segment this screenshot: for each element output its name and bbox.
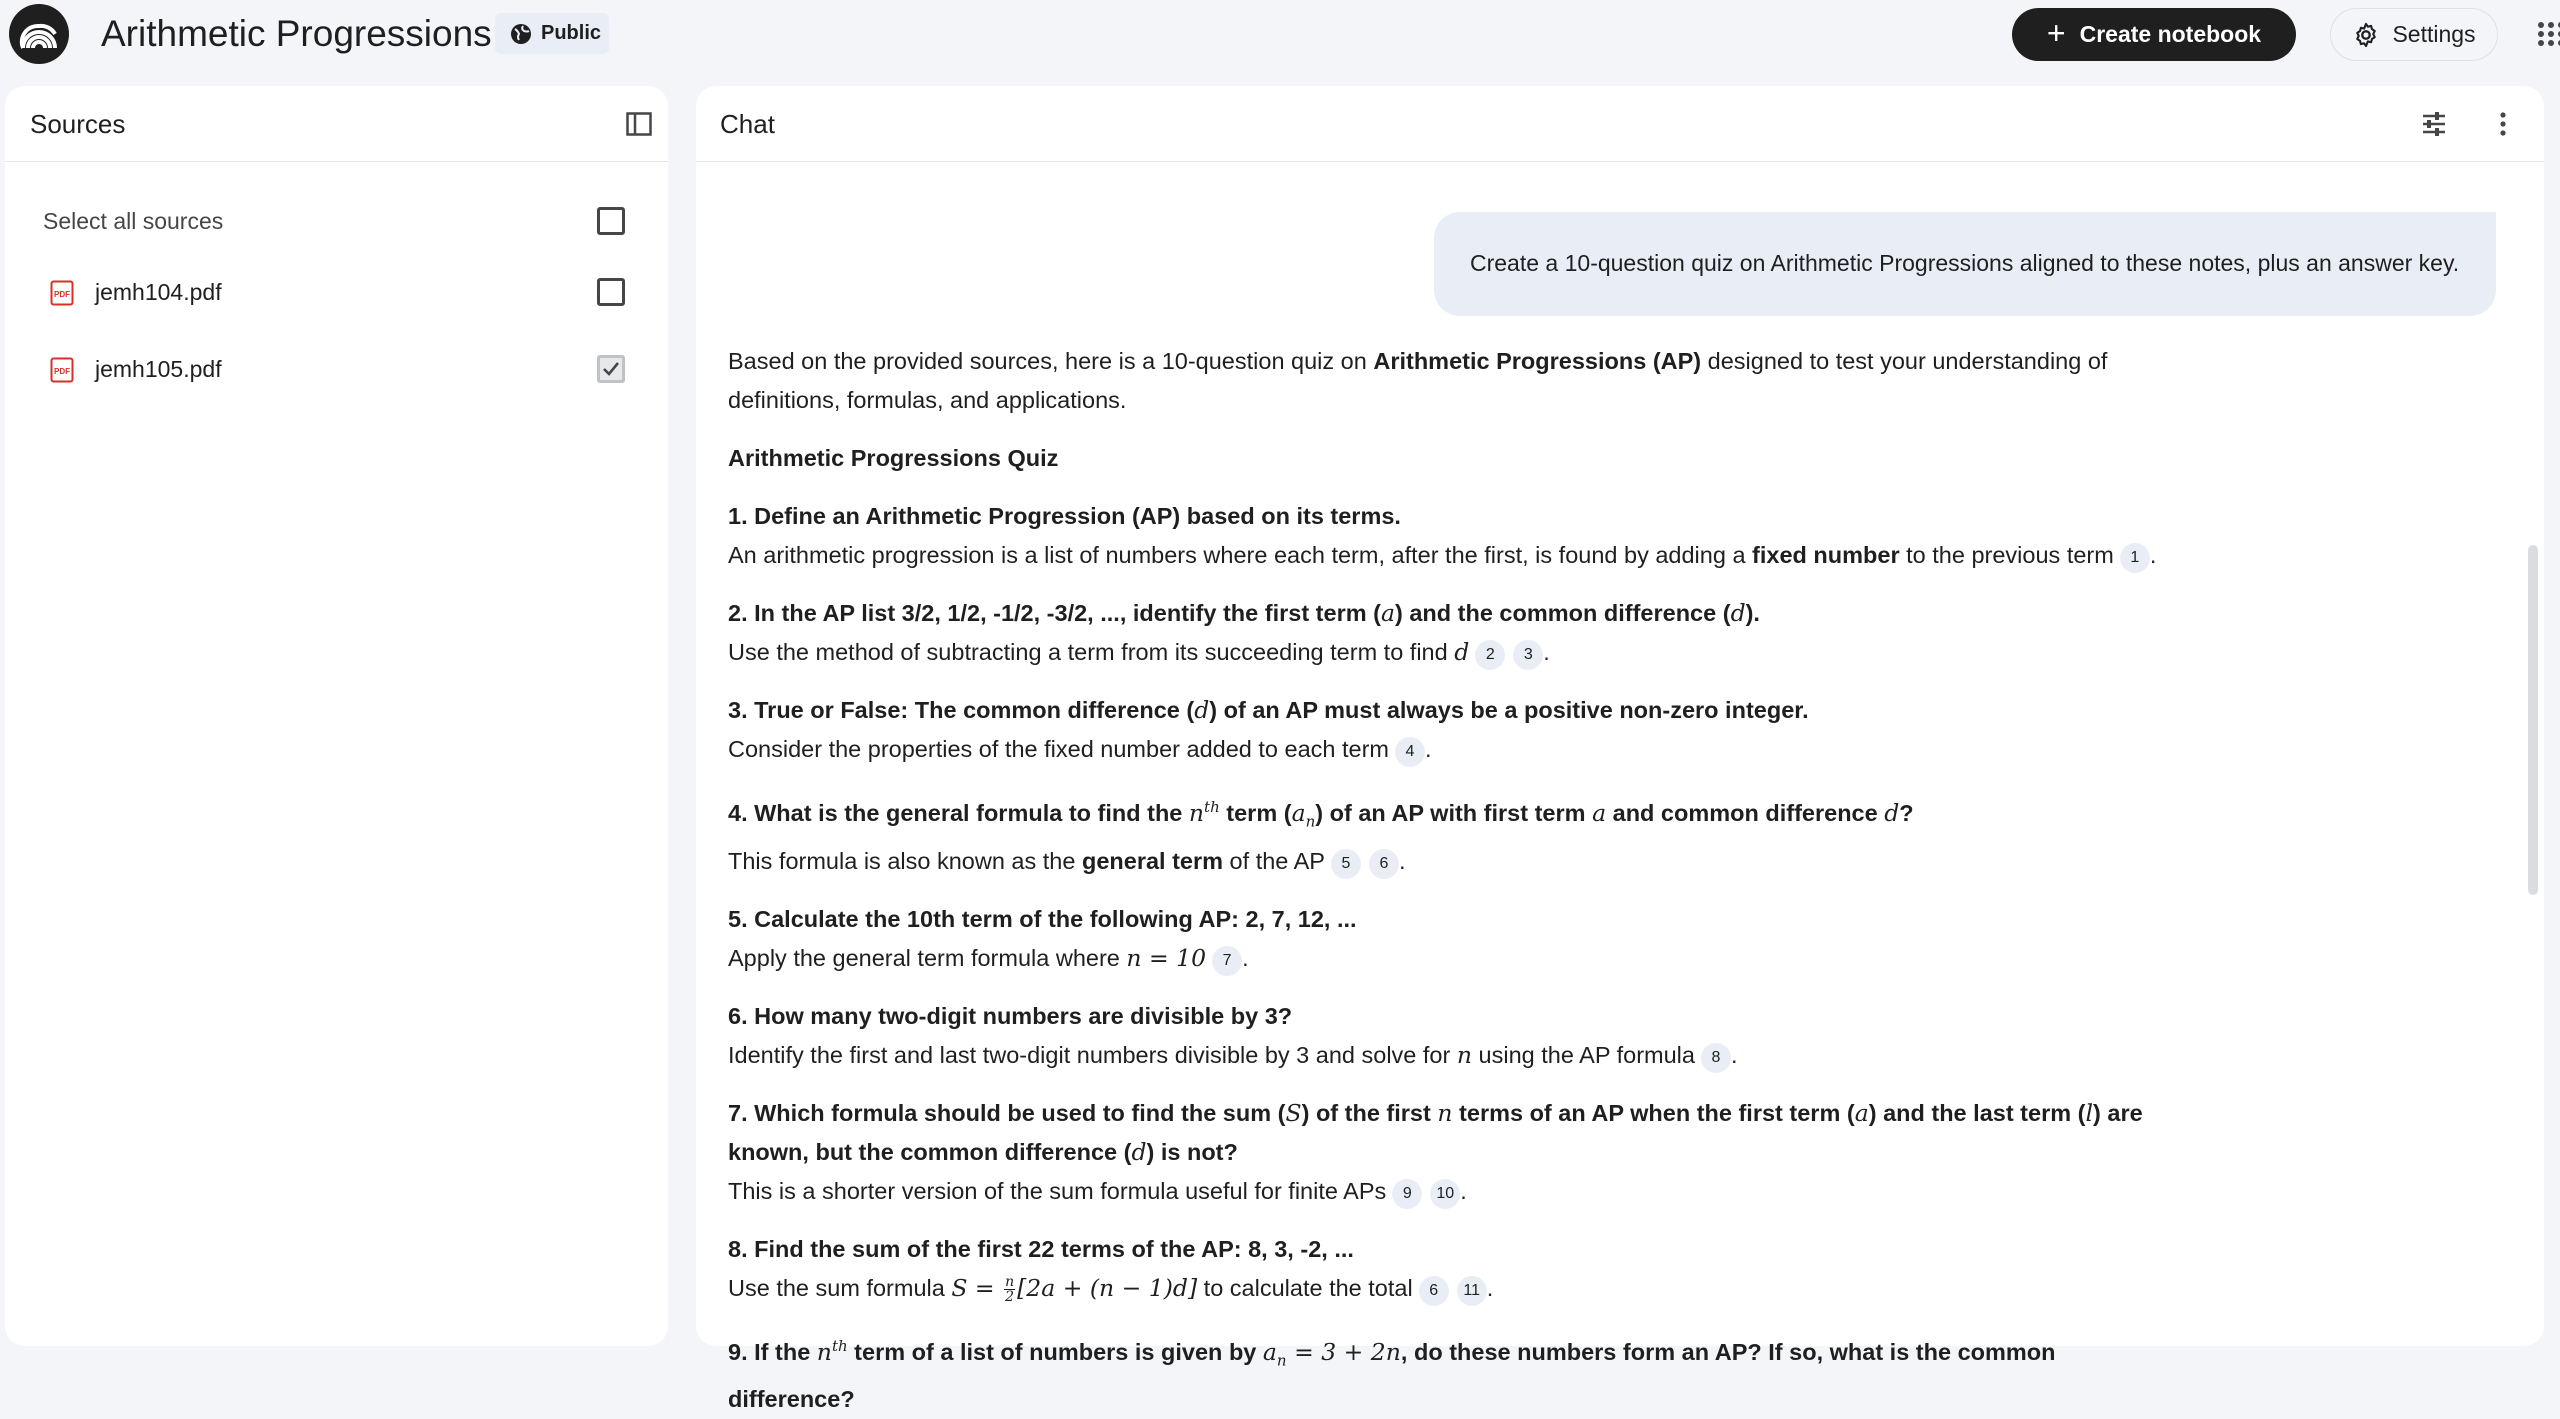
citation-chip[interactable]: 4 — [1395, 737, 1425, 767]
source-checkbox[interactable] — [597, 278, 625, 306]
notebook-logo-icon[interactable] — [9, 4, 69, 64]
notebook-title[interactable]: Arithmetic Progressions — [101, 13, 492, 54]
globe-icon — [509, 22, 533, 46]
hint-3: Consider the properties of the fixed number added to each term 4 . — [728, 730, 2168, 769]
select-all-checkbox[interactable] — [597, 207, 625, 235]
source-name: jemh104.pdf — [95, 279, 222, 305]
citation-chip[interactable]: 3 — [1513, 640, 1543, 670]
sources-panel — [5, 86, 668, 1346]
top-bar — [0, 0, 2560, 84]
quiz-title: Arithmetic Progressions Quiz — [728, 445, 1059, 471]
tune-icon[interactable] — [2420, 110, 2448, 138]
user-message: Create a 10-question quiz on Arithmetic Progressions aligned to these notes, plus an answer key. — [1434, 212, 2496, 316]
question-6: 6. How many two-digit numbers are divisible by 3? — [728, 1002, 1293, 1029]
select-all-label: Select all sources — [43, 208, 224, 234]
collapse-panel-icon[interactable] — [625, 110, 653, 138]
chat-scrollbar[interactable] — [2528, 545, 2538, 895]
citation-chip[interactable]: 11 — [1457, 1276, 1487, 1306]
settings-button[interactable] — [2330, 8, 2498, 61]
visibility-chip[interactable] — [495, 13, 609, 54]
source-item[interactable] — [5, 344, 668, 394]
sources-title: Sources — [30, 109, 126, 139]
hint-7: This is a shorter version of the sum formula useful for finite APs 9 10 . — [728, 1172, 2168, 1211]
source-item[interactable] — [5, 267, 668, 317]
assistant-response — [728, 342, 2168, 1419]
check-icon — [601, 359, 621, 379]
hint-5: Apply the general term formula where n = 10 7 . — [728, 939, 2168, 978]
citation-chip[interactable]: 2 — [1475, 640, 1505, 670]
create-notebook-button[interactable] — [2012, 8, 2296, 61]
citation-chip[interactable]: 8 — [1701, 1043, 1731, 1073]
chat-title: Chat — [720, 109, 775, 139]
citation-chip[interactable]: 10 — [1430, 1179, 1460, 1209]
question-2: 2. In the AP list 3/2, 1/2, -1/2, -3/2, ..., identify the first term (a) and the common difference (d). — [728, 599, 1760, 627]
settings-label: Settings — [2392, 21, 2476, 47]
question-9: 9. If the $n^{th}$ term of a list of numbers is given by $a_n = 3 + 2n$, do these numbers form an AP? If so, what is the common difference? — [728, 1336, 2056, 1413]
chat-header — [696, 86, 2544, 162]
citation-chip[interactable]: 5 — [1331, 849, 1361, 879]
hint-1: An arithmetic progression is a list of numbers where each term, after the first, is found by adding a fixed number to the previous term 1 . — [728, 536, 2168, 575]
citation-chip[interactable]: 9 — [1392, 1179, 1422, 1209]
question-1: 1. Define an Arithmetic Progression (AP) based on its terms. — [728, 503, 1401, 529]
citation-chip[interactable]: 6 — [1369, 849, 1399, 879]
hint-6: Identify the first and last two-digit numbers divisible by 3 and solve for n using the AP formula 8 . — [728, 1036, 2168, 1075]
pdf-icon — [50, 280, 74, 306]
visibility-label: Public — [541, 22, 602, 44]
question-5: 5. Calculate the 10th term of the following AP: 2, 7, 12, ... — [728, 905, 1357, 932]
svg-text:PDF: PDF — [54, 290, 70, 299]
hint-2: Use the method of subtracting a term from its succeeding term to find d 2 3 . — [728, 633, 2168, 672]
apps-grid-icon[interactable] — [2534, 19, 2560, 49]
source-name: jemh105.pdf — [95, 356, 222, 382]
citation-chip[interactable]: 1 — [2120, 543, 2150, 573]
intro-text: Based on the provided sources, here is a 10-question quiz on Arithmetic Progressions (AP) designed to test your understanding of definitions, formulas, and applications. — [728, 348, 2108, 413]
citation-chip[interactable]: 7 — [1212, 946, 1242, 976]
question-8: 8. Find the sum of the first 22 terms of the AP: 8, 3, -2, ... — [728, 1235, 1354, 1262]
citation-chip[interactable]: 6 — [1419, 1276, 1449, 1306]
hint-4: This formula is also known as the general term of the AP 5 6 . — [728, 842, 2168, 881]
question-3: 3. True or False: The common difference (d) of an AP must always be a positive non-zero integer. — [728, 696, 1809, 724]
source-checkbox[interactable] — [597, 355, 625, 383]
svg-text:PDF: PDF — [54, 367, 70, 376]
create-notebook-label: Create notebook — [2079, 21, 2262, 47]
question-7: 7. Which formula should be used to find the sum (S) of the first n terms of an AP when the first term (a) and the last term (l) are known, but the common difference (d) is not? — [728, 1098, 2143, 1166]
more-options-icon[interactable] — [2496, 110, 2510, 138]
hint-8: Use the sum formula S = $\frac{n}{2}$ [2a + (n − 1)d] to calculate the total 6 11 . — [728, 1273, 1494, 1305]
fraction: $\frac{n}{2}$ — [1005, 1273, 1015, 1305]
sources-header — [5, 86, 668, 162]
pdf-icon — [50, 357, 74, 383]
plus-icon: + — [2046, 15, 2066, 51]
question-4: 4. What is the general formula to find the $n^{th}$ term $(a_n)$ of an AP with first term a and common difference d? — [728, 798, 1914, 831]
gear-icon — [2352, 21, 2380, 49]
select-all-row[interactable] — [5, 196, 668, 246]
